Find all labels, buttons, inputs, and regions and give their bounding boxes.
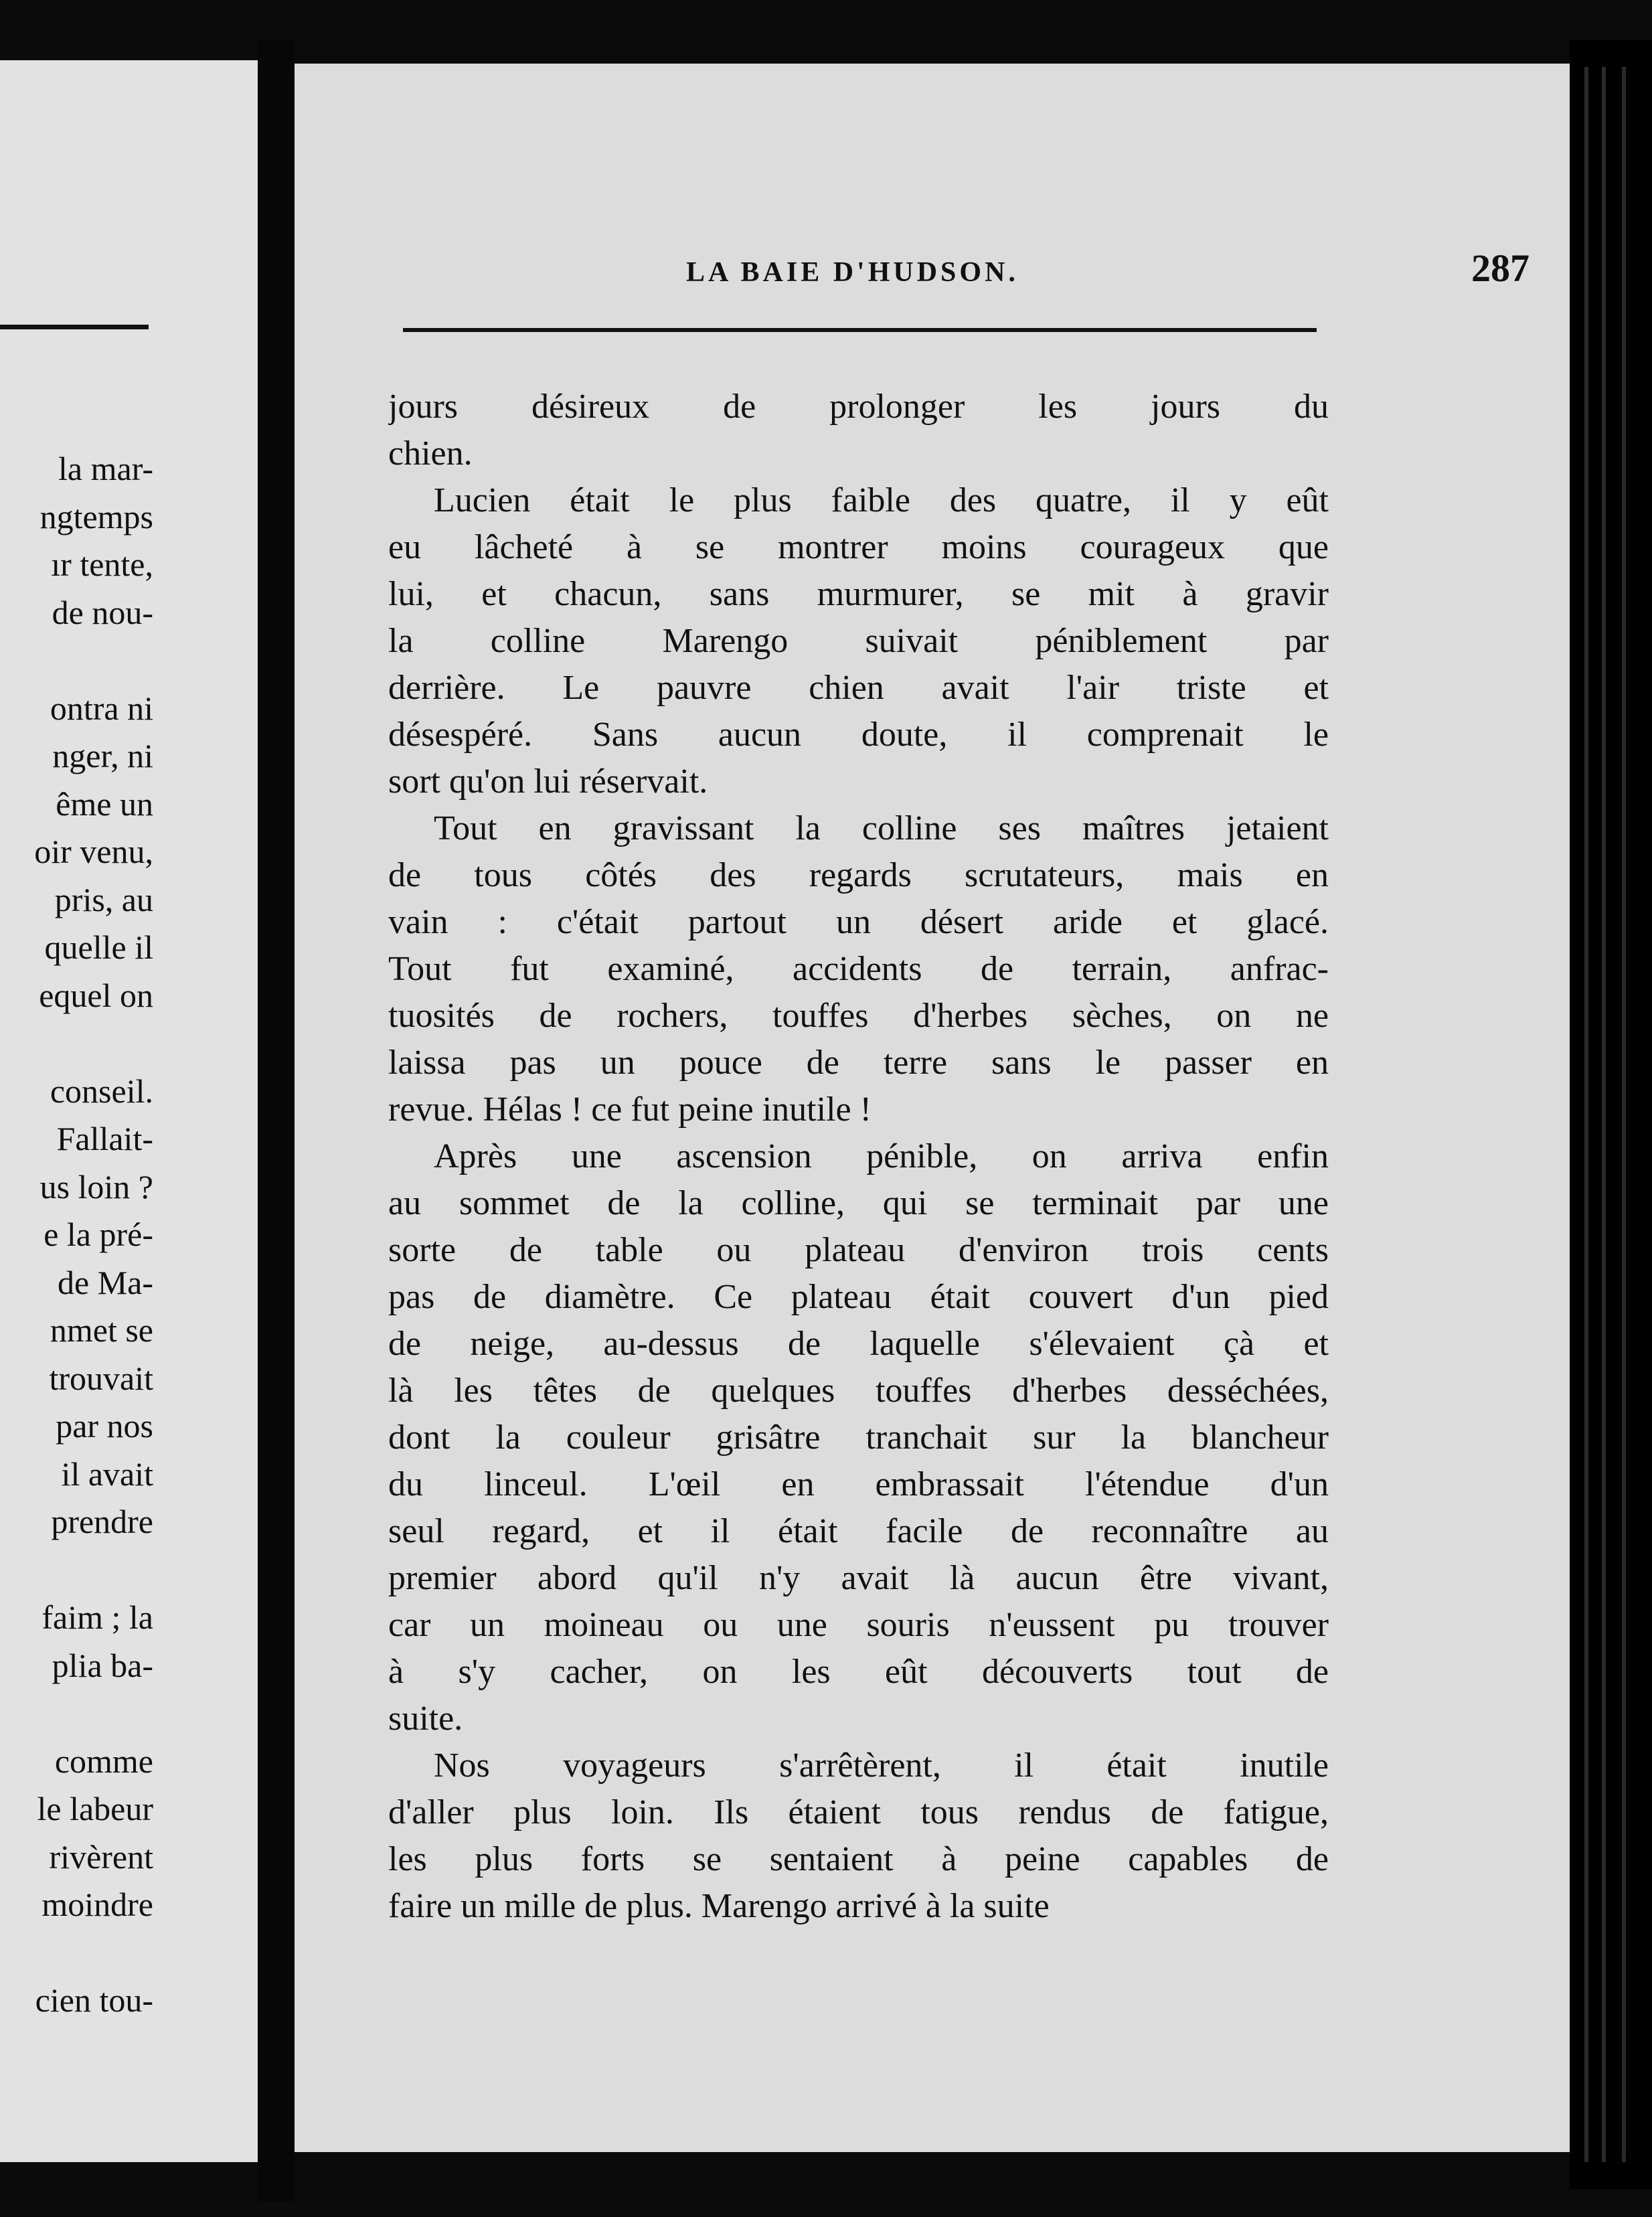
- left-page-line: nger, ni: [52, 737, 153, 774]
- left-page-line: equel on: [39, 976, 153, 1014]
- text-line: du linceul. L'œil en embrassait l'étendue d'un: [388, 1465, 1329, 1503]
- left-page-line: ême un: [56, 785, 153, 823]
- text-line: revue. Hélas ! ce fut peine inutile !: [388, 1090, 872, 1129]
- text-line: désespéré. Sans aucun doute, il comprenait le: [388, 716, 1329, 754]
- text-line: eu lâcheté à se montrer moins courageux que: [388, 528, 1329, 566]
- left-page-line: e la pré-: [44, 1216, 153, 1253]
- left-page-line: plia ba-: [52, 1646, 153, 1684]
- text-line: sorte de table ou plateau d'environ trois cents: [388, 1231, 1329, 1269]
- left-page-line: pris, au: [54, 880, 153, 918]
- text-line: suite.: [388, 1700, 463, 1738]
- text-line: de neige, au-dessus de laquelle s'élevaient çà et: [388, 1325, 1329, 1363]
- text-line: chien.: [388, 434, 473, 473]
- text-line: à s'y cacher, on les eût découverts tout de: [388, 1653, 1329, 1691]
- left-page-fragment: [0, 60, 258, 2162]
- text-line: sort qu'on lui réservait.: [388, 762, 708, 801]
- paragraph: [388, 477, 1329, 805]
- text-line: les plus forts se sentaient à peine capables de: [388, 1840, 1329, 1878]
- left-page-line: nmet se: [50, 1311, 153, 1349]
- running-title: LA BAIE D'HUDSON.: [686, 257, 1019, 288]
- left-page-line: par nos: [56, 1407, 153, 1445]
- left-page-text: [34, 445, 153, 2025]
- text-line: d'aller plus loin. Ils étaient tous rendus de fatigue,: [388, 1793, 1329, 1831]
- text-line: derrière. Le pauvre chien avait l'air triste et: [388, 669, 1329, 707]
- left-page-line: faim ; la: [42, 1598, 153, 1636]
- text-line: laissa pas un pouce de terre sans le passer en: [388, 1044, 1329, 1082]
- left-page-line: cien tou-: [35, 1981, 153, 2019]
- text-line: faire un mille de plus. Marengo arrivé à la suite: [388, 1887, 1050, 1925]
- text-line: Nos voyageurs s'arrêtèrent, il était inutile: [434, 1746, 1329, 1785]
- page-edge-line: [1602, 67, 1606, 2162]
- left-page-line: ır tente,: [51, 546, 153, 583]
- text-line: tuosités de rochers, touffes d'herbes sèches, on ne: [388, 997, 1329, 1035]
- page-edge-line: [1584, 67, 1588, 2162]
- text-line: lui, et chacun, sans murmurer, se mit à gravir: [388, 575, 1329, 613]
- left-page-line: il avait: [61, 1455, 153, 1493]
- left-page-line: rivèrent: [49, 1837, 153, 1876]
- left-page-blank-line: [34, 1690, 153, 1738]
- text-line: Après une ascension pénible, on arriva enfin: [434, 1137, 1329, 1175]
- right-page: [295, 64, 1570, 2152]
- left-page-line: prendre: [51, 1503, 153, 1540]
- left-page-line: quelle il: [44, 928, 153, 966]
- text-line: car un moineau ou une souris n'eussent pu trouver: [388, 1606, 1329, 1644]
- text-line: jours désireux de prolonger les jours du: [388, 388, 1329, 426]
- page-edge-stack: [1570, 40, 1652, 2189]
- text-line: premier abord qu'il n'y avait là aucun être vivant,: [388, 1559, 1329, 1597]
- left-page-line: de Ma-: [58, 1263, 153, 1301]
- left-page-blank-line: [34, 1546, 153, 1594]
- left-page-line: Fallait-: [56, 1120, 153, 1157]
- left-page-line: le labeur: [37, 1790, 153, 1827]
- left-page-blank-line: [34, 637, 153, 685]
- text-line: la colline Marengo suivait péniblement par: [388, 622, 1329, 660]
- book-gutter: [258, 40, 295, 2202]
- text-line: là les têtes de quelques touffes d'herbes desséchées,: [388, 1372, 1329, 1410]
- text-line: Tout en gravissant la colline ses maîtres jetaient: [434, 809, 1329, 847]
- text-line: pas de diamètre. Ce plateau était couvert d'un pied: [388, 1278, 1329, 1316]
- left-page-line: moindre: [42, 1886, 153, 1923]
- left-page-line: comme: [54, 1742, 153, 1780]
- left-page-line: ngtemps: [39, 497, 153, 536]
- left-page-line: ontra ni: [50, 689, 153, 727]
- text-line: vain : c'était partout un désert aride et glacé.: [388, 903, 1329, 941]
- left-page-blank-line: [34, 1929, 153, 1977]
- paragraph: [388, 805, 1329, 1133]
- text-line: seul regard, et il était facile de reconnaître au: [388, 1512, 1329, 1550]
- left-page-blank-line: [34, 1019, 153, 1068]
- text-line: Tout fut examiné, accidents de terrain, anfrac-: [388, 950, 1329, 988]
- left-page-line: la mar-: [58, 450, 153, 487]
- page-edge-line: [1622, 67, 1626, 2162]
- header-rule: [403, 328, 1317, 332]
- left-page-line: trouvait: [49, 1359, 153, 1397]
- paragraph: [388, 384, 1329, 477]
- paragraph: [388, 1133, 1329, 1742]
- left-page-line: oir venu,: [34, 833, 153, 870]
- left-header-rule: [0, 325, 149, 329]
- body-text: [388, 384, 1329, 1930]
- text-line: dont la couleur grisâtre tranchait sur la blancheur: [388, 1418, 1329, 1457]
- paragraph: [388, 1742, 1329, 1930]
- page-number: 287: [1471, 246, 1530, 290]
- left-page-line: de nou-: [52, 593, 153, 631]
- text-line: Lucien était le plus faible des quatre, il y eût: [434, 481, 1329, 519]
- left-page-line: us loin ?: [39, 1167, 153, 1206]
- text-line: au sommet de la colline, qui se terminait par une: [388, 1184, 1329, 1222]
- text-line: de tous côtés des regards scrutateurs, mais en: [388, 856, 1329, 894]
- left-page-line: conseil.: [50, 1072, 153, 1110]
